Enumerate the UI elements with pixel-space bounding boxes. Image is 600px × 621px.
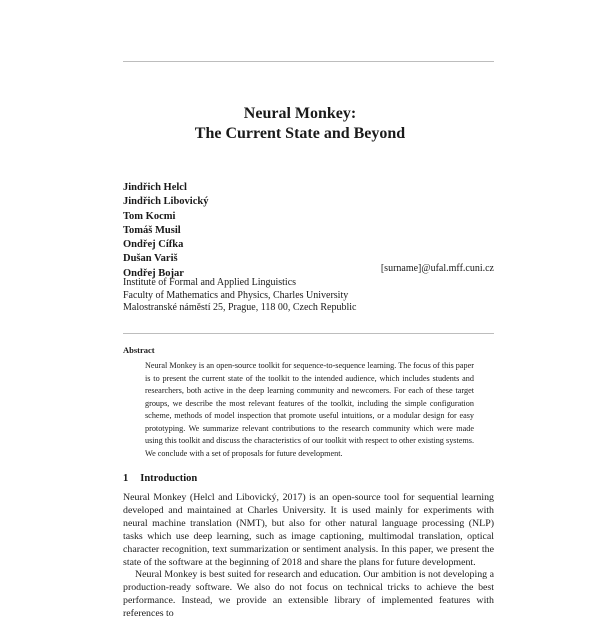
- author-block: [123, 181, 494, 281]
- author-email: [surname]@ufal.mff.cuni.cz: [380, 263, 494, 274]
- paragraph: Neural Monkey (Helcl and Libovický, 2017) is an open-source tool for sequential learning developed and maintained at Charles University. It is used mainly for experiments with neural machine translation (NMT), but also for other natural language processing (NLP) tasks which use deep learning, such as image captioning, multimodal translation, optical character recognition, text summarization or sentiment analysis. In this paper, we present the state of the software at the beginning of 2018 and share the plans for future development.: [123, 492, 494, 568]
- abstract-heading: Abstract: [123, 345, 155, 355]
- abstract-text: Neural Monkey is an open-source toolkit for sequence-to-sequence learning. The focus of this paper is to present the current state of the toolkit to the intended audience, which includes students and researchers, both active in the deep learning community and newcomers. For each of these target groups, we describe the most relevant features of the toolkit, including the simple configuration scheme, methods of model inspection that promote useful intuitions, or a modular design for easy prototyping. We summarize relevant contributions to the research community which were made using this toolkit and discuss the characteristics of our toolkit with respect to other existing systems. We conclude with a set of proposals for future development.: [145, 361, 474, 458]
- section-title: Introduction: [140, 473, 198, 484]
- section-rule: [123, 333, 494, 334]
- author-name: Ondřej Bojar: [123, 267, 184, 279]
- section-body: [123, 492, 494, 621]
- top-rule: [123, 61, 494, 62]
- section-heading: [123, 473, 197, 484]
- affiliation-line: Institute of Formal and Applied Linguistics: [123, 277, 297, 288]
- author-name: Tomáš Musil: [123, 224, 181, 236]
- paragraph: Neural Monkey is best suited for research and education. Our ambition is not developing a production-ready software. We also do not focus on technical tricks to achieve the best performance. Instead, we provide an extensible library of implemented features with references to: [123, 569, 494, 620]
- paper-title-line-1: Neural Monkey:: [243, 105, 357, 122]
- author-name: Ondřej Cífka: [123, 239, 184, 251]
- paper-title-line-2: The Current State and Beyond: [194, 125, 406, 142]
- author-name: Dušan Variš: [123, 253, 178, 265]
- affiliation-line: Malostranské náměstí 25, Prague, 118 00, Czech Republic: [123, 302, 357, 313]
- affiliation: [123, 277, 494, 315]
- author-name: Jindřich Helcl: [123, 182, 187, 193]
- author-name: Jindřich Libovický: [123, 196, 209, 208]
- section-number: 1: [123, 473, 129, 484]
- affiliation-line: Faculty of Mathematics and Physics, Charles University: [123, 289, 349, 301]
- author-name: Tom Kocmi: [123, 210, 176, 222]
